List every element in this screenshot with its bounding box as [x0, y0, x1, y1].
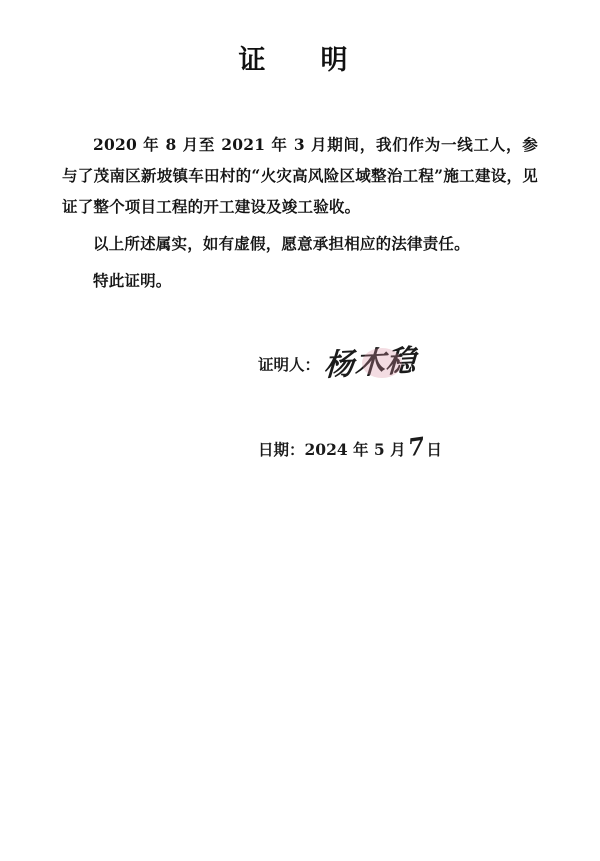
handwritten-signature: 杨木稳: [322, 343, 418, 384]
signature-label: 证明人：: [258, 355, 321, 374]
signature-row: [62, 342, 538, 388]
paragraph-3: 特此证明。: [93, 271, 172, 290]
handwritten-day: 7: [405, 430, 427, 463]
date-suffix: 日: [426, 439, 442, 459]
paragraph-2: 以上所述属实，如有虚假，愿意承担相应的法律责任。: [93, 234, 470, 253]
document-page: [0, 38, 600, 861]
date-prefix: 日期：2024 年 5 月: [258, 439, 406, 459]
document-body: [62, 129, 538, 296]
page-title: 证 明: [238, 45, 362, 76]
paragraph-1: 2020 年 8 月至 2021 年 3 月期间，我们作为一线工人，参与了茂南区新坡镇车田村的“火灾高风险区域整治工程”施工建设，见证了整个项目工程的开工建设及竣工验收。: [62, 135, 538, 216]
date-row: [62, 430, 538, 474]
